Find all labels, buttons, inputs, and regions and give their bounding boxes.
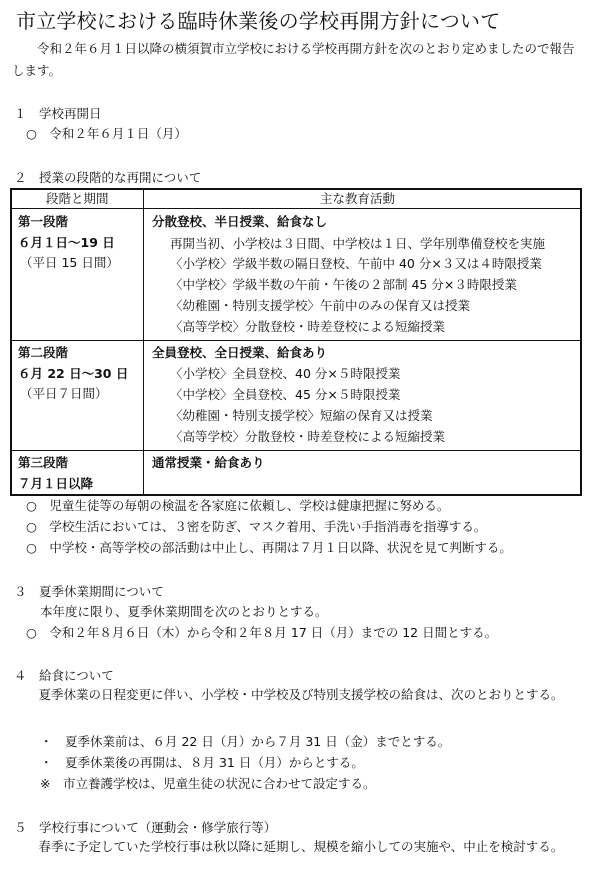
table-header-period: 段階と期間	[46, 191, 109, 206]
section-4-item-2: ・ 夏季休業後の再開は、８月 31 日（月）からとする。	[40, 755, 364, 770]
stage-3-label: 第三段階	[18, 455, 69, 470]
stage-1-line-1: 再開当初、小学校は３日間、中学校は１日、学年別準備登校を実施	[170, 236, 546, 251]
section-1-heading: １ 学校再開日	[14, 106, 102, 121]
note-1: ○ 児童生徒等の毎朝の検温を各家庭に依頼し、学校は健康把握に努める。	[26, 498, 450, 513]
stage-2-line-1: 〈小学校〉全員登校、40 分×５時限授業	[170, 366, 401, 381]
section-4-heading: ４ 給食について	[14, 668, 114, 683]
section-5-heading: ５ 学校行事について（運動会・修学旅行等）	[14, 820, 277, 835]
note-3: ○ 中学校・高等学校の部活動は中止し、再開は７月１日以降、状況を見て判断する。	[26, 540, 512, 555]
intro-paragraph: 令和２年６月１日以降の横須賀市立学校における学校再開方針を次のとおり定めましたので報告します。	[12, 41, 575, 78]
stage-1-activity-title: 分散登校、半日授業、給食なし	[152, 214, 328, 229]
schedule-table	[10, 188, 582, 496]
stage-1-line-2: 〈小学校〉学級半数の隔日登校、午前中 40 分×３又は４時限授業	[170, 256, 542, 271]
stage-1-label: 第一段階	[18, 214, 69, 229]
section-2-heading: ２ 授業の段階的な再開について	[14, 170, 202, 185]
stage-1-line-5: 〈高等学校〉分散登校・時差登校による短縮授業	[170, 319, 446, 334]
stage-2-activity-title: 全員登校、全日授業、給食あり	[152, 345, 328, 360]
section-1-item: ○ 令和２年６月１日（月）	[26, 126, 187, 141]
stage-2-dates: ６月 22 日〜30 日	[18, 366, 129, 381]
section-4-item-1: ・ 夏季休業前は、６月 22 日（月）から７月 31 日（金）までとする。	[40, 734, 451, 749]
section-3-item: ○ 令和２年８月６日（木）から令和２年８月 17 日（月）までの 12 日間とする。	[26, 625, 498, 640]
stage-3-dates: ７月１日以降	[18, 476, 94, 491]
section-4-item-3: ※ 市立養護学校は、児童生徒の状況に合わせて設定する。	[40, 776, 376, 791]
stage-1-days: （平日 15 日間）	[20, 255, 119, 270]
section-5-text: 春季に予定していた学校行事は秋以降に延期し、規模を縮小しての実施や、中止を検討する。	[38, 839, 564, 854]
section-3-text: 本年度に限り、夏季休業期間を次のとおりとする。	[40, 604, 328, 619]
section-3-heading: ３ 夏季休業期間について	[14, 584, 164, 599]
stage-2-line-4: 〈高等学校〉分散登校・時差登校による短縮授業	[170, 429, 446, 444]
note-2: ○ 学校生活においては、３密を防ぎ、マスク着用、手洗い手指消毒を指導する。	[26, 519, 487, 534]
stage-1-dates: ６月１日〜19 日	[18, 235, 115, 250]
stage-3-activity-title: 通常授業・給食あり	[152, 455, 265, 470]
stage-2-line-2: 〈中学校〉全員登校、45 分×５時限授業	[170, 387, 401, 402]
stage-1-line-3: 〈中学校〉学級半数の午前・午後の２部制 45 分×３時限授業	[170, 277, 517, 292]
stage-1-line-4: 〈幼稚園・特別支援学校〉午前中のみの保育又は授業	[170, 298, 471, 313]
document-title: 市立学校における臨時休業後の学校再開方針について	[16, 9, 501, 33]
stage-2-line-3: 〈幼稚園・特別支援学校〉短縮の保育又は授業	[170, 408, 433, 423]
section-4-text: 夏季休業の日程変更に伴い、小学校・中学校及び特別支援学校の給食は、次のとおりとする。	[38, 687, 564, 702]
table-header-activity: 主な教育活動	[320, 191, 396, 206]
stage-2-days: （平日７日間）	[20, 386, 108, 401]
stage-2-label: 第二段階	[18, 345, 69, 360]
